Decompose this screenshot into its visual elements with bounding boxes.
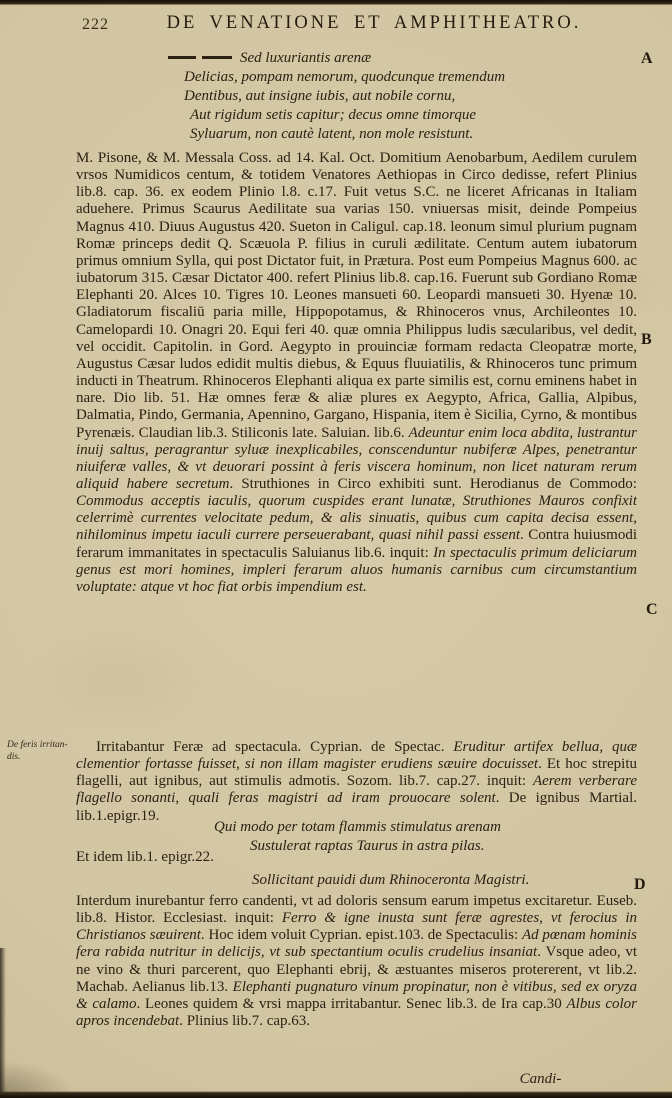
running-title: DE VENATIONE ET AMPHITHEATRO. bbox=[166, 13, 582, 33]
verse-line: Sollicitant pauidi dum Rhinoceronta Magistri. bbox=[252, 872, 530, 888]
verse-line: Delicias, pompam nemorum, quodcunque tremendum bbox=[184, 69, 506, 85]
margin-letter-c: C bbox=[646, 601, 658, 618]
verse-line: Dentibus, aut insigne iubis, aut nobile cornu, bbox=[184, 88, 456, 104]
verse-lead-rule bbox=[168, 56, 232, 59]
margin-letter-d: D bbox=[634, 876, 646, 893]
scan-edge-top bbox=[0, 0, 672, 5]
verse-line: Qui modo per totam flammis stimulatus arenam bbox=[214, 819, 501, 835]
verse-line: Aut rigidum setis capitur; decus omne timorque bbox=[190, 107, 477, 123]
verse-line: Sustulerat raptas Taurus in astra pilas. bbox=[250, 838, 485, 854]
margin-note-line: dis. bbox=[7, 751, 21, 762]
verse-line: Syluarum, non cautè latent, non mole resistunt. bbox=[190, 126, 474, 142]
margin-letter-b: B bbox=[641, 331, 652, 348]
page-number: 222 bbox=[82, 16, 109, 33]
scan-edge-left bbox=[0, 948, 6, 1098]
margin-note-line: De feris irritan- bbox=[7, 740, 68, 750]
opening-verse bbox=[168, 49, 505, 144]
martial-verse-2 bbox=[252, 871, 529, 890]
paragraph-irritabantur: Irritabantur Feræ ad spectacula. Cyprian. de Spectac. Eruditur artifex bellua, quæ clementior fortasse fuisset, si non illam magister erudiens sæuire docuisset. Et hoc strepitu flagelli, aut ignibus, aut stimulis admotis. Sozom. lib.7. cap.27. inquit: Aerem verberare flagello sonanti, quali feras magistri ad iram prouocare solent. De ignibus Martial. lib.1.epigr.19. bbox=[76, 739, 637, 824]
paragraph-interdum: Interdum inurebantur ferro candenti, vt ad doloris sensum earum impetus excitaretur. Euseb. lib.8. Histor. Ecclesiast. inquit: Ferro & igne inusta sunt feræ agrestes, vt ferocius in Christianos sæuirent. Hoc idem voluit Cyprian. epist.103. de Spectaculis: Ad pœnam hominis fera rabida nutritur in delicijs, vt sub spectantium oculis crudelius insaniat. Vsque adeo, vt ne vino & thuri parcerent, quo Elephanti ebrij, & æstuantes miseros protererent, vt lib.2. Machab. Aelianus lib.13. Elephanti pugnaturo vinum propinatur, non è vitibus, sed ex oryza & calamo. Leones quidem & vrsi mappa irritabantur. Senec lib.3. de Ira cap.30 Albus color apros incendebat. Plinius lib.7. cap.63. bbox=[76, 893, 637, 1030]
martial-verse-1 bbox=[214, 818, 501, 856]
margin-note bbox=[7, 740, 73, 763]
paragraph-venationes: M. Pisone, & M. Messala Coss. ad 14. Kal. Oct. Domitium Aenobarbum, Aedilem curulem vrsos Numidicos centum, & totidem Venatores Aethiopas in Circo dedisse, refert Plinius lib.8. cap. 36. ex eodem Plinio l.8. c.17. Fuit vetus S.C. ne liceret Africanas in Italiam aduehere. Primus Scaurus Aedilitate sua varias 150. vniuersas misit, deinde Pompeius Magnus 410. Diuus Augustus 420. Sueton in Caligul. cap.18. leonum simul plurium pugnam Romæ princeps dedit Q. Scæuola P. filius in curuli ædilitate. Centum autem iubatorum primus omnium Sylla, qui post Dictator fuit, in Prætura. Post eum Pompeius Magnus 600. ac iubatorum 315. Cæsar Dictator 400. refert Plinius lib.8. cap.16. Fuerunt sub Gordiano Romæ Elephanti 20. Alces 10. Tigres 10. Leones mansueti 60. Leopardi mansueti 30. Hyenæ 10. Gladiatorum fiscaliū paria mille, Hippopotamus, & Rhinoceros vnus, Archileontes 10. Camelopardi 10. Onagri 20. Equi feri 40. quæ omnia Philippus ludis sæcularibus, vel dedit, vel occidit. Capitolin. in Gord. Aegypto in prouinciæ formam redacta Cleopatræ morte, Augustus Cæsar ludos edidit multis diebus, & Equus fluuiatilis, & Rhinoceros tunc primum inducti in Theatrum. Rhinoceros Elephanti aliqua ex parte similis est, cornu eminens habet in nare. Dio lib. 51. Hæ omnes feræ & aliæ plures ex Aegypto, Africa, Gallia, Alpibus, Dalmatia, Pindo, Germania, Apennino, Gargano, Hispania, item è Sicilia, Cyrno, & montibus Pyrenæis. Claudian lib.3. Stiliconis late. Saluian. lib.6. Adeuntur enim loca abdita, lustrantur inuij saltus, peragrantur syluæ inexplicabiles, conscenduntur nubiferæ Alpes, penetrantur niuiferæ valles, & vt deuorari possint à feris viscera hominum, non licet naturam rerum aliquid habere secretum. Struthiones in Circo exhibiti sunt. Herodianus de Commodo: Commodus acceptis iaculis, quorum cuspides erant lunatæ, Struthiones Mauros confixit celerrimè currentes velocitate pedum, & alis sinuatis, quibus cum capita decisa essent, nihilominus impetu iaculi currere perseuerabant, quasi nihil passi essent. Contra huiusmodi ferarum immanitates in spectaculis Saluianus lib.6. inquit: In spectaculis primum deliciarum genus est mori homines, impleri ferarum aluos humanis carnibus cum circumstantium voluptate: atque vt hoc fiat orbis impendium est. bbox=[76, 150, 637, 595]
scan-edge-bottom bbox=[0, 1091, 672, 1098]
margin-letter-a: A bbox=[641, 50, 653, 67]
catchword: Candi- bbox=[519, 1071, 562, 1087]
citation-line: Et idem lib.1. epigr.22. bbox=[76, 849, 214, 865]
verse-line: Sed luxuriantis arenæ bbox=[240, 50, 372, 66]
